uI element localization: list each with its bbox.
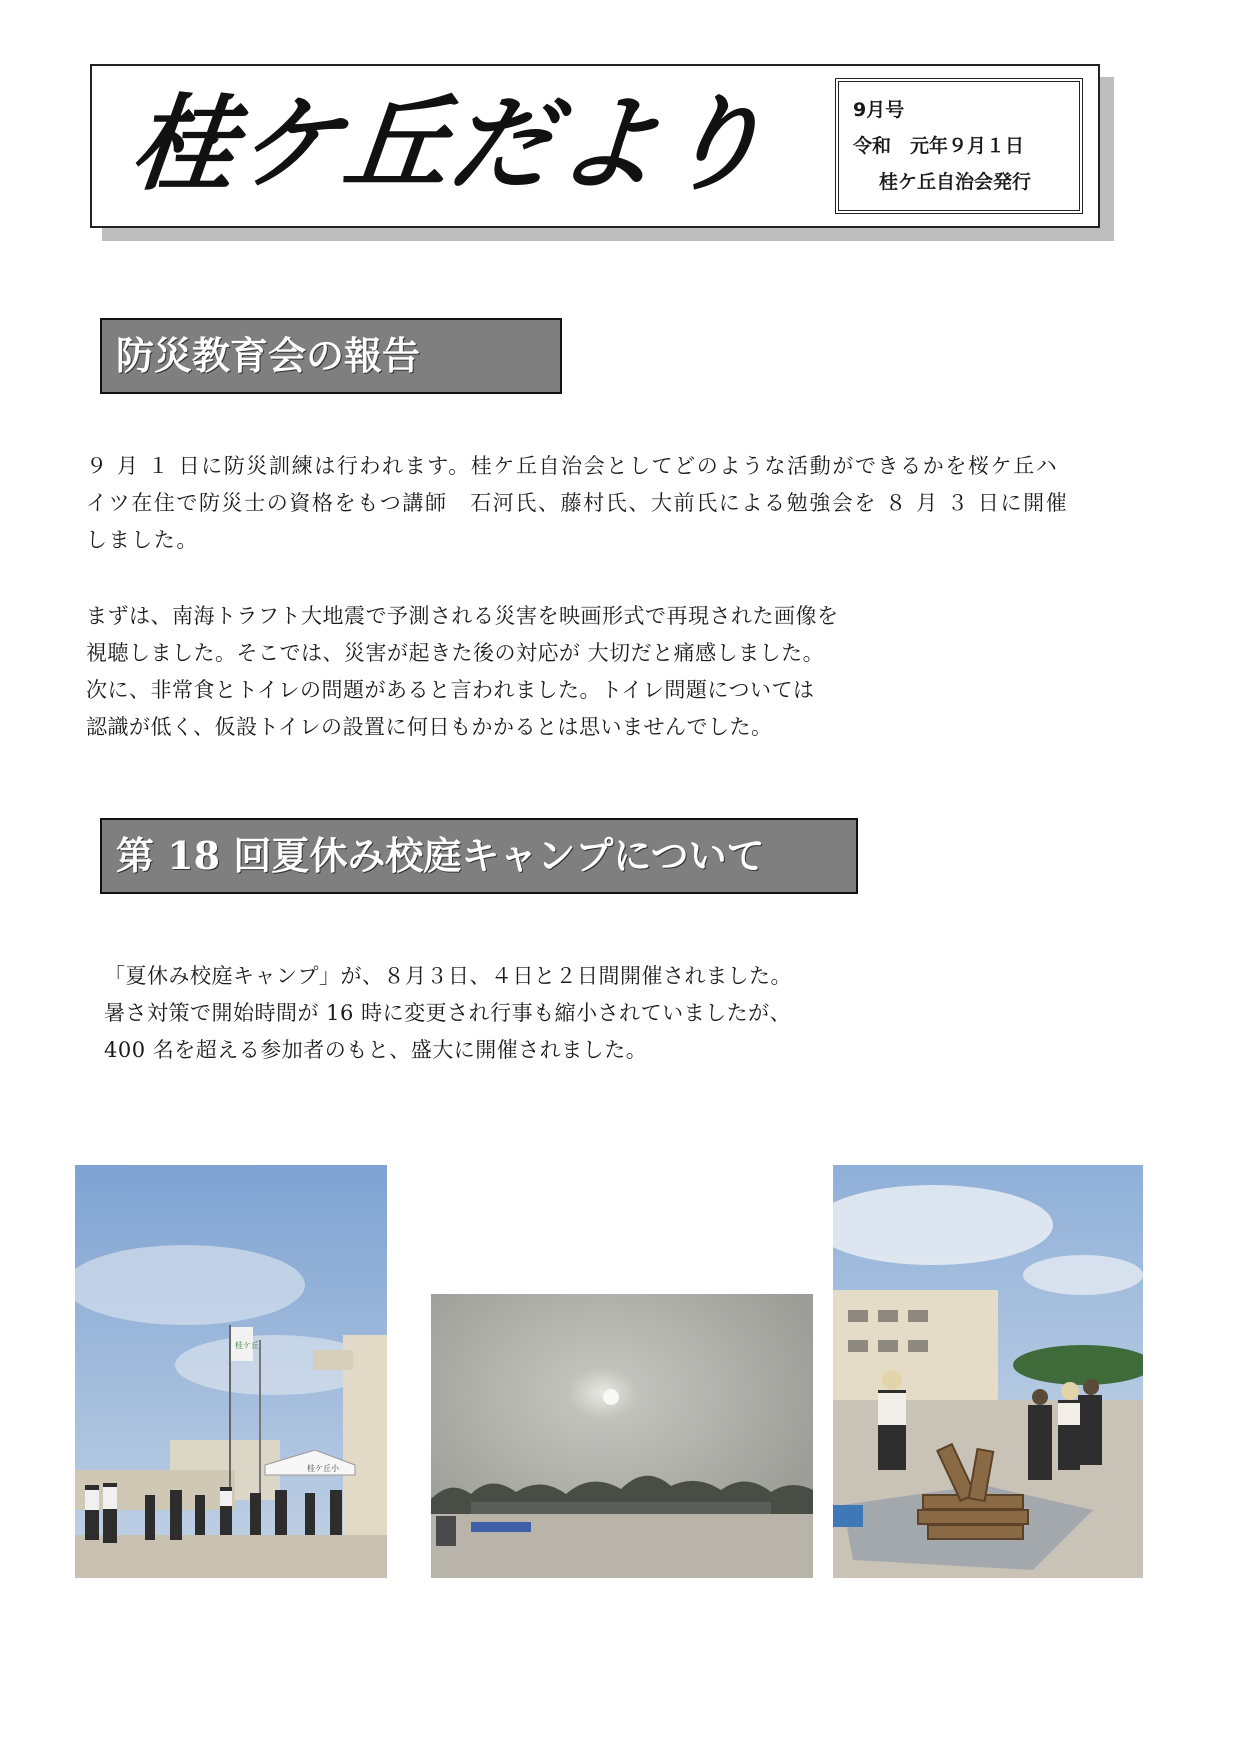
publisher: 桂ケ丘自治会発行 [879,171,1032,193]
issue-info-box [835,78,1083,214]
text-line: しました。 [86,528,199,552]
text-line: 視聴しました。そこでは、災害が起きた後の対応が 大切だと痛感しました。 [86,641,825,665]
paragraph-disaster-detail [86,598,839,746]
photo-school-courtyard [75,1165,387,1578]
section-heading-summer-camp: 第 18 回夏休み校庭キャンプについて [100,818,858,894]
text-line: 暑さ対策で開始時間が 16 時に変更され行事も縮小されていましたが、 [104,1001,792,1025]
text-line: 「夏休み校庭キャンプ」が、８月３日、４日と２日間開催されました。 [104,964,792,988]
text-line: まずは、南海トラフト大地震で予測される災害を映画形式で再現された画像を [86,604,839,628]
paragraph-disaster-intro [86,448,1068,559]
text-line: イツ在住で防災士の資格をもつ講師 石河氏、藤村氏、大前氏による勉強会を ８ 月 ３ 日に開催 [86,491,1069,515]
text-line: 次に、非常食とトイレの問題があると言われました。トイレ問題については [86,678,815,702]
photo-hazy-sunset [431,1294,813,1578]
flag-text: 桂ケ丘 [235,1341,259,1350]
section-heading-disaster-education: 防災教育会の報告 [100,318,562,394]
photo-campfire-preparation [833,1165,1143,1578]
issue-date: 令和 元年９月１日 [853,135,1025,157]
newsletter-title: 桂ケ丘だより [125,83,775,205]
masthead [90,64,1100,228]
text-line: 認識が低く、仮設トイレの設置に何日もかかるとは思いませんでした。 [86,715,773,739]
text-line: ９ 月 １ 日に防災訓練は行われます。桂ケ丘自治会としてどのような活動ができるかを桜ケ丘ハ [86,454,1059,478]
paragraph-summer-camp [104,958,792,1069]
tent-text: 桂ケ丘小 [307,1464,339,1473]
text-line: 400 名を超える参加者のもと、盛大に開催されました。 [104,1038,648,1062]
issue-label: 9月号 [853,99,905,121]
